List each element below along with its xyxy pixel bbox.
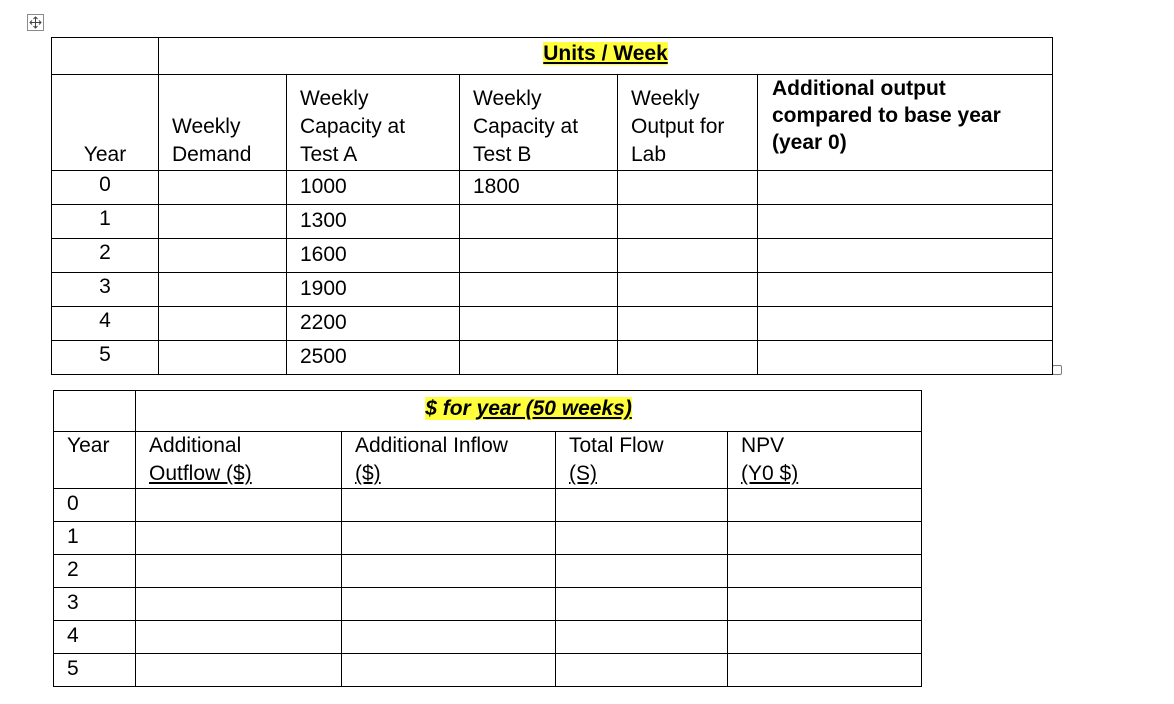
table-row	[52, 307, 1053, 341]
demand-cell[interactable]	[159, 171, 287, 205]
capacity-a-cell[interactable]: 1000	[287, 171, 460, 205]
capacity-b-cell[interactable]	[460, 307, 618, 341]
capacity-a-cell[interactable]: 1600	[287, 239, 460, 273]
total-flow-cell[interactable]	[556, 489, 728, 522]
table-header-row	[54, 432, 922, 489]
header-inflow-line1: Additional Inflow	[355, 434, 508, 457]
table-row	[54, 522, 922, 555]
capacity-b-cell[interactable]	[460, 239, 618, 273]
header-weekly-demand-cell[interactable]	[159, 75, 287, 171]
npv-cell[interactable]	[728, 588, 922, 621]
header-total-flow-cell[interactable]	[556, 432, 728, 489]
table-row	[54, 489, 922, 522]
output-lab-cell[interactable]	[618, 239, 758, 273]
year-cell[interactable]: 1	[54, 522, 136, 555]
table-cell[interactable]	[52, 38, 159, 75]
header-capacity-b-line3: Test B	[473, 143, 532, 166]
header-outflow-line2: Outflow ($)	[149, 462, 252, 485]
outflow-cell[interactable]	[136, 621, 342, 654]
table-cell[interactable]	[54, 391, 136, 432]
header-inflow-cell[interactable]	[342, 432, 556, 489]
header-capacity-b-line1: Weekly	[473, 87, 542, 110]
outflow-cell[interactable]	[136, 555, 342, 588]
demand-cell[interactable]	[159, 341, 287, 375]
output-lab-cell[interactable]	[618, 171, 758, 205]
header-output-lab-line2: Output for	[631, 115, 725, 138]
table-row	[52, 239, 1053, 273]
header-capacity-a-line1: Weekly	[300, 87, 369, 110]
header-inflow-line2: ($)	[355, 462, 381, 485]
header-capacity-b-cell[interactable]	[460, 75, 618, 171]
capacity-b-cell[interactable]	[460, 205, 618, 239]
header-outflow-cell[interactable]	[136, 432, 342, 489]
table-row	[52, 341, 1053, 375]
header-total-line2: (S)	[569, 462, 597, 485]
table-row	[52, 171, 1053, 205]
demand-cell[interactable]	[159, 239, 287, 273]
year-cell[interactable]: 2	[54, 555, 136, 588]
capacity-b-cell[interactable]	[460, 273, 618, 307]
demand-cell[interactable]	[159, 307, 287, 341]
header-output-lab-line3: Lab	[631, 143, 667, 166]
table-row	[52, 205, 1053, 239]
total-flow-cell[interactable]	[556, 522, 728, 555]
header-npv-line2: (Y0 $)	[741, 462, 799, 485]
header-npv-cell[interactable]	[728, 432, 922, 489]
header-total-line1: Total Flow	[569, 434, 664, 457]
npv-cell[interactable]	[728, 489, 922, 522]
npv-cell[interactable]	[728, 522, 922, 555]
move-arrows-icon	[29, 16, 42, 29]
header-capacity-a-line3: Test A	[300, 143, 358, 166]
header-additional-line3: (year 0)	[772, 131, 847, 154]
header-outflow-line1: Additional	[149, 434, 242, 457]
year-cell[interactable]: 5	[54, 654, 136, 687]
outflow-cell[interactable]	[136, 489, 342, 522]
dollar-year-header-cell[interactable]	[136, 391, 922, 432]
output-lab-cell[interactable]	[618, 307, 758, 341]
total-flow-cell[interactable]	[556, 588, 728, 621]
units-week-header-cell[interactable]	[159, 38, 1053, 75]
table-row	[54, 621, 922, 654]
capacity-a-cell[interactable]: 2200	[287, 307, 460, 341]
header-output-lab-cell[interactable]	[618, 75, 758, 171]
header-year-cell[interactable]	[54, 432, 136, 489]
header-year: Year	[67, 434, 110, 457]
inflow-cell[interactable]	[342, 489, 556, 522]
inflow-cell[interactable]	[342, 654, 556, 687]
header-year-cell[interactable]	[52, 75, 159, 171]
units-week-header: Units / Week	[543, 42, 668, 65]
year-cell[interactable]: 3	[54, 588, 136, 621]
output-lab-cell[interactable]	[618, 205, 758, 239]
table-move-handle[interactable]	[27, 14, 44, 31]
outflow-cell[interactable]	[136, 588, 342, 621]
header-output-lab-line1: Weekly	[631, 87, 700, 110]
total-flow-cell[interactable]	[556, 654, 728, 687]
additional-output-cell[interactable]	[758, 307, 1053, 341]
capacity-a-cell[interactable]: 1900	[287, 273, 460, 307]
year-cell[interactable]: 5	[52, 341, 159, 375]
year-cell[interactable]: 1	[52, 205, 159, 239]
additional-output-cell[interactable]	[758, 205, 1053, 239]
header-npv-line1: NPV	[741, 434, 785, 457]
npv-cell[interactable]	[728, 621, 922, 654]
table-row	[54, 555, 922, 588]
table-row	[54, 391, 922, 432]
dollar-year-header-emph: year (50 weeks)	[476, 397, 632, 420]
year-cell[interactable]: 3	[52, 273, 159, 307]
npv-cell[interactable]	[728, 555, 922, 588]
header-year: Year	[83, 143, 127, 166]
capacity-b-cell[interactable]: 1800	[460, 171, 618, 205]
header-capacity-a-line2: Capacity at	[300, 115, 406, 138]
inflow-cell[interactable]	[342, 588, 556, 621]
capacity-b-cell[interactable]	[460, 341, 618, 375]
table-row	[52, 273, 1053, 307]
output-lab-cell[interactable]	[618, 273, 758, 307]
header-capacity-a-cell[interactable]	[287, 75, 460, 171]
table-resize-handle[interactable]	[1052, 365, 1062, 375]
demand-cell[interactable]	[159, 273, 287, 307]
inflow-cell[interactable]	[342, 621, 556, 654]
demand-cell[interactable]	[159, 205, 287, 239]
table-row	[54, 654, 922, 687]
header-additional-output-cell[interactable]	[758, 75, 1053, 171]
inflow-cell[interactable]	[342, 522, 556, 555]
header-additional-line2: compared to base year	[772, 104, 1001, 127]
dollar-year-header	[425, 397, 632, 420]
year-cell[interactable]: 2	[52, 239, 159, 273]
npv-cell[interactable]	[728, 654, 922, 687]
additional-output-cell[interactable]	[758, 341, 1053, 375]
inflow-cell[interactable]	[342, 555, 556, 588]
header-additional-line1: Additional output	[772, 77, 946, 100]
year-cell[interactable]: 0	[54, 489, 136, 522]
additional-output-cell[interactable]	[758, 273, 1053, 307]
dollar-year-header-prefix: $ for	[425, 397, 477, 420]
year-cell[interactable]: 4	[54, 621, 136, 654]
output-lab-cell[interactable]	[618, 341, 758, 375]
year-cell[interactable]: 4	[52, 307, 159, 341]
header-capacity-b-line2: Capacity at	[473, 115, 579, 138]
header-weekly-demand-line1: Weekly	[172, 115, 241, 138]
table-row	[52, 38, 1053, 75]
year-cell[interactable]: 0	[52, 171, 159, 205]
units-per-week-table	[51, 37, 1053, 375]
additional-output-cell[interactable]	[758, 239, 1053, 273]
total-flow-cell[interactable]	[556, 621, 728, 654]
capacity-a-cell[interactable]: 2500	[287, 341, 460, 375]
total-flow-cell[interactable]	[556, 555, 728, 588]
header-weekly-demand-line2: Demand	[172, 143, 252, 166]
dollar-flow-table	[53, 390, 922, 687]
table-header-row	[52, 75, 1053, 171]
table-row	[54, 588, 922, 621]
capacity-a-cell[interactable]: 1300	[287, 205, 460, 239]
outflow-cell[interactable]	[136, 654, 342, 687]
additional-output-cell[interactable]	[758, 171, 1053, 205]
outflow-cell[interactable]	[136, 522, 342, 555]
